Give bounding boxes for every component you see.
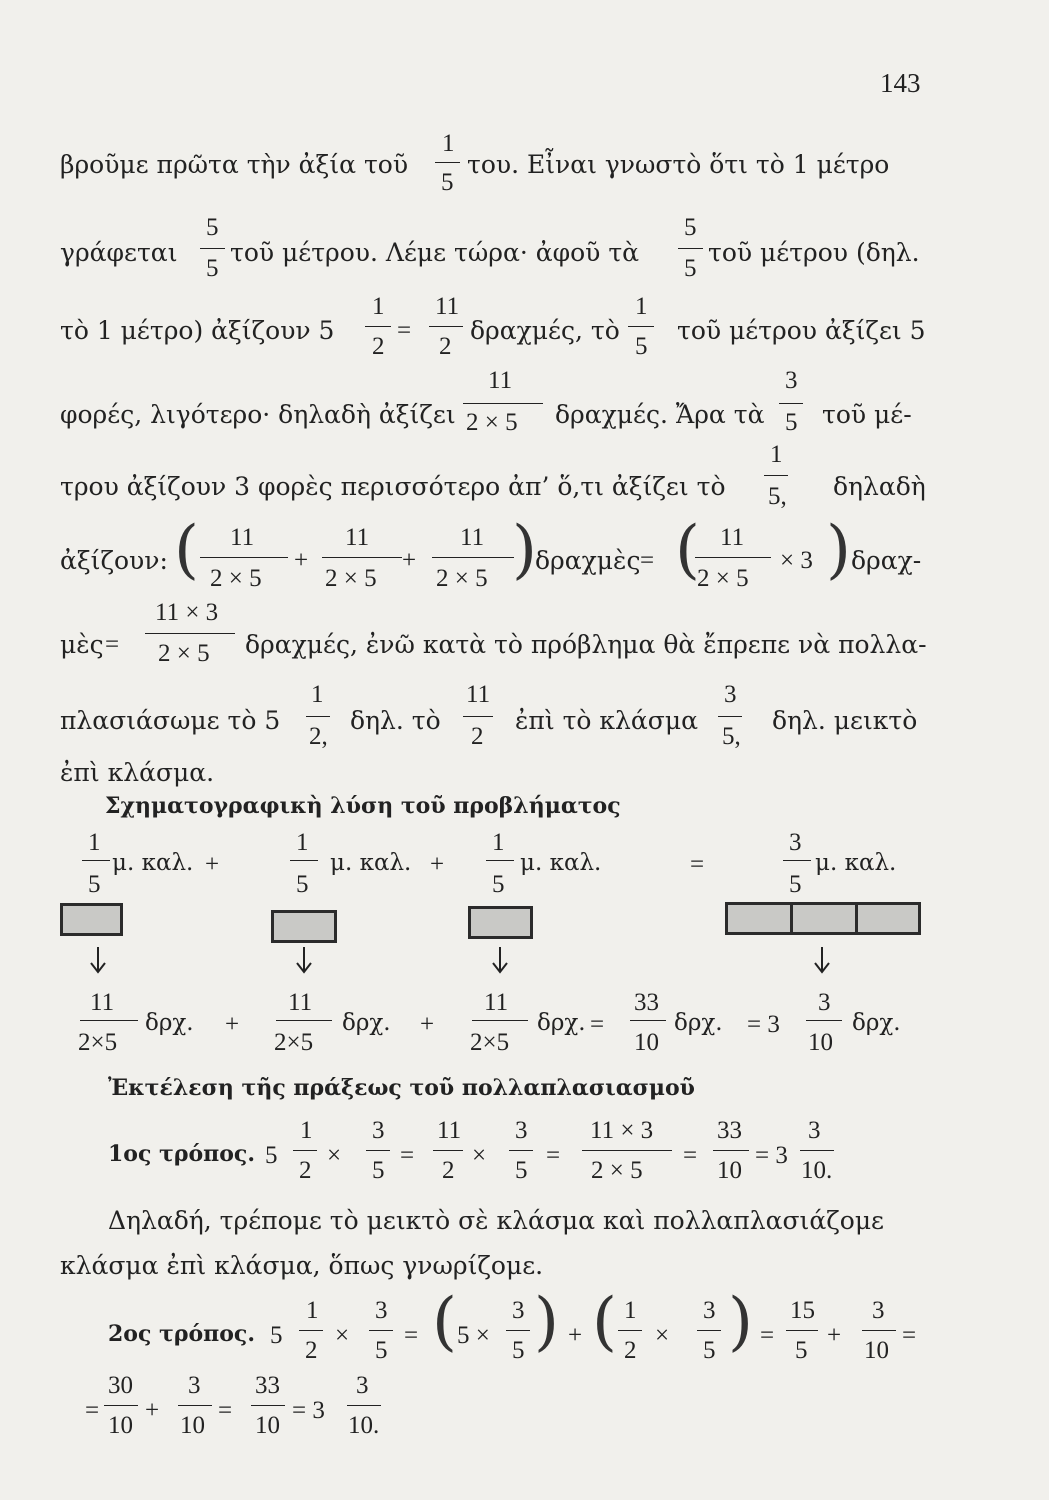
fraction-bar <box>347 1405 381 1406</box>
fraction-bar <box>251 1405 285 1406</box>
text-line: μὲς <box>60 630 104 659</box>
fraction-numerator: 11 <box>460 524 485 551</box>
text-line: δραχ- <box>851 546 922 575</box>
plus-sign: + <box>420 1011 435 1038</box>
math-operator: × <box>472 1142 487 1169</box>
fraction-numerator: 11 <box>230 524 255 551</box>
text-line: τρου ἀξίζουν 3 φορὲς περισσότερο ἀπ’ ὅ,τι ἀξίζει τὸ <box>60 472 726 501</box>
fraction-numerator: 1 <box>635 293 648 320</box>
fraction-numerator: 1 <box>770 441 783 468</box>
fraction-denominator: 10 <box>634 1029 659 1056</box>
plus-sign: + <box>430 851 445 878</box>
fraction-numerator: 3 <box>356 1372 369 1399</box>
fraction-bar <box>463 403 543 404</box>
fraction-numerator: 3 <box>512 1297 525 1324</box>
fraction-numerator: 30 <box>108 1372 133 1399</box>
equals-sign: = <box>760 1322 775 1349</box>
fraction-bar <box>486 860 514 861</box>
fraction-denominator: 2×5 <box>274 1029 314 1056</box>
fraction-denominator: 5, <box>768 483 787 510</box>
fraction-bar <box>713 1150 749 1151</box>
fraction-denominator: 10 <box>180 1412 205 1439</box>
fraction-bar <box>779 403 803 404</box>
fraction-numerator: 33 <box>255 1372 280 1399</box>
fraction-bar <box>104 1405 138 1406</box>
fraction-bar <box>862 1330 896 1331</box>
fraction-denominator: 5 <box>512 1337 525 1364</box>
text-line: τοῦ μέτρου (δηλ. <box>708 238 920 267</box>
fraction-numerator: 1 <box>372 293 385 320</box>
fraction-numerator: 3 <box>515 1117 528 1144</box>
text-line: ἀξίζουν: <box>60 546 168 575</box>
text-line: τὸ 1 μέτρο) ἀξίζουν 5 <box>60 316 335 345</box>
fraction-bar <box>322 557 402 558</box>
section-heading: Σχηματογραφικὴ λύση τοῦ προβλήματος <box>105 793 621 819</box>
fraction-denominator: 10. <box>801 1157 833 1184</box>
unit-label: μ. καλ. <box>330 850 412 876</box>
paren-open: ( <box>432 1285 457 1359</box>
paren-close: ) <box>826 513 851 587</box>
fraction-denominator: 2 <box>471 723 484 750</box>
text-line: πλασιάσωμε τὸ 5 <box>60 706 281 735</box>
paren-open: ( <box>592 1285 617 1359</box>
fraction-bar <box>276 1020 332 1021</box>
fraction-denominator: 5 <box>635 333 648 360</box>
plus-sign: + <box>294 547 309 574</box>
text-line: δηλ. τὸ <box>350 706 441 735</box>
fraction-numerator: 1 <box>306 1297 319 1324</box>
unit-label: μ. καλ. <box>112 850 194 876</box>
fraction-bar <box>697 1330 721 1331</box>
fraction-denominator: 2 × 5 <box>591 1157 643 1184</box>
fraction-denominator: 5 <box>785 409 798 436</box>
fraction-numerator: 33 <box>634 989 659 1016</box>
math-expression: 5 <box>270 1322 283 1349</box>
down-arrow-icon <box>88 945 108 975</box>
unit-label: μ. καλ. <box>815 850 897 876</box>
text-line: δραχμές, ἐνῶ κατὰ τὸ πρόβλημα θὰ ἔπρεπε νὰ πολλα- <box>245 630 927 659</box>
math-operator: × <box>327 1142 342 1169</box>
fraction-denominator: 2 <box>299 1157 312 1184</box>
fraction-bar <box>82 860 110 861</box>
paren-close: ) <box>512 513 537 587</box>
fraction-denominator: 10. <box>348 1412 380 1439</box>
fraction-denominator: 5 <box>296 871 309 898</box>
math-expression: × 3 <box>780 547 813 574</box>
fraction-denominator: 5 <box>703 1337 716 1364</box>
fraction-denominator: 10 <box>255 1412 280 1439</box>
bar-divider <box>790 905 793 932</box>
fraction-numerator: 15 <box>790 1297 815 1324</box>
fraction-denominator: 2 × 5 <box>466 409 518 436</box>
equals-sign: = <box>397 317 412 344</box>
fraction-denominator: 5 <box>375 1337 388 1364</box>
fraction-bar <box>432 557 514 558</box>
fraction-denominator: 5 <box>684 255 697 282</box>
fraction-bar <box>366 1150 390 1151</box>
text-line: τοῦ μέτρου. Λέμε τώρα· ἀφοῦ τὰ <box>230 238 640 267</box>
fraction-numerator: 11 <box>466 681 491 708</box>
fraction-bar <box>429 326 463 327</box>
fraction-denominator: 5, <box>722 723 741 750</box>
fraction-bar <box>200 557 288 558</box>
fraction-bar <box>506 1330 530 1331</box>
fraction-numerator: 1 <box>624 1297 637 1324</box>
equals-sign: = <box>640 547 655 574</box>
down-arrow-icon <box>490 945 510 975</box>
fraction-bar <box>435 162 460 163</box>
fraction-numerator: 11 <box>345 524 370 551</box>
fraction-numerator: 3 <box>872 1297 885 1324</box>
math-operator: × <box>655 1322 670 1349</box>
fraction-bar <box>764 475 788 476</box>
text-line: φορές, λιγότερο· δηλαδὴ ἀξίζει <box>60 400 456 429</box>
fraction-denominator: 5 <box>492 871 505 898</box>
drachma-label: δρχ. <box>537 1010 586 1036</box>
text-line: τοῦ μέτρου ἀξίζει 5 <box>677 316 926 345</box>
fraction-denominator: 10 <box>717 1157 742 1184</box>
text-line: δραχμές. Ἄρα τὰ <box>555 400 765 429</box>
text-line: ἐπὶ κλάσμα. <box>60 758 215 787</box>
equals-sign: = <box>218 1397 233 1424</box>
plus-sign: + <box>225 1011 240 1038</box>
fraction-numerator: 1 <box>442 130 455 157</box>
plus-sign: + <box>568 1322 583 1349</box>
fraction-denominator: 2 × 5 <box>210 565 262 592</box>
method-label: 2ος τρόπος. <box>108 1321 255 1347</box>
fraction-bar <box>695 557 771 558</box>
text-line: τοῦ μέ- <box>822 400 912 429</box>
fraction-bar <box>369 1330 393 1331</box>
fraction-denominator: 2 × 5 <box>325 565 377 592</box>
paren-open: ( <box>675 513 700 587</box>
fraction-bar <box>290 860 318 861</box>
fraction-numerator: 5 <box>684 214 697 241</box>
fraction-numerator: 33 <box>717 1117 742 1144</box>
fraction-denominator: 2×5 <box>78 1029 118 1056</box>
plus-sign: + <box>205 851 220 878</box>
fraction-numerator: 11 <box>720 524 745 551</box>
fraction-numerator: 3 <box>188 1372 201 1399</box>
drachma-label: δρχ. <box>852 1010 901 1036</box>
bar-divider <box>855 905 858 932</box>
fraction-denominator: 2 <box>372 333 385 360</box>
paren-open: ( <box>174 513 199 587</box>
fraction-denominator: 2 × 5 <box>436 565 488 592</box>
down-arrow-icon <box>294 945 314 975</box>
fraction-bar <box>299 1330 323 1331</box>
fraction-bar <box>786 1330 818 1331</box>
fraction-numerator: 3 <box>818 989 831 1016</box>
text-line: κλάσμα ἐπὶ κλάσμα, ὅπως γνωρίζομε. <box>60 1251 544 1280</box>
fraction-denominator: 2 <box>442 1157 455 1184</box>
plus-sign: + <box>402 547 417 574</box>
equals-sign: = <box>85 1397 100 1424</box>
fraction-numerator: 11 <box>488 367 513 394</box>
fraction-bar <box>433 1150 463 1151</box>
equals-sign: = <box>105 631 120 658</box>
drachma-label: δρχ. <box>145 1010 194 1036</box>
fraction-numerator: 1 <box>300 1117 313 1144</box>
fraction-numerator: 1 <box>311 681 324 708</box>
fraction-denominator: 5 <box>515 1157 528 1184</box>
fraction-bar <box>365 326 391 327</box>
text-line: δηλαδὴ <box>833 472 926 501</box>
three-fifths-bar <box>725 902 921 935</box>
fraction-numerator: 11 × 3 <box>590 1117 654 1144</box>
equals-sign: = <box>683 1142 698 1169</box>
fifth-bar <box>60 903 123 936</box>
section-heading: Ἐκτέλεση τῆς πράξεως τοῦ πολλαπλασιασμοῦ <box>108 1075 695 1101</box>
fraction-bar <box>783 860 811 861</box>
fraction-denominator: 2 <box>439 333 452 360</box>
fraction-denominator: 2 × 5 <box>697 565 749 592</box>
fraction-numerator: 11 <box>484 989 509 1016</box>
fraction-numerator: 11 <box>288 989 313 1016</box>
drachma-label: δρχ. <box>674 1010 723 1036</box>
equals-sign: = <box>590 1011 605 1038</box>
text-line: ἐπὶ τὸ κλάσμα <box>515 706 698 735</box>
fraction-bar <box>145 633 235 634</box>
fraction-bar <box>306 716 330 717</box>
fraction-numerator: 5 <box>206 214 219 241</box>
fraction-bar <box>80 1020 138 1021</box>
fraction-denominator: 5 <box>372 1157 385 1184</box>
text-line: Δηλαδή, τρέπομε τὸ μεικτὸ σὲ κλάσμα καὶ πολλαπλασιάζομε <box>108 1206 885 1235</box>
fraction-bar <box>630 1020 666 1021</box>
fraction-bar <box>293 1150 317 1151</box>
fraction-bar <box>509 1150 533 1151</box>
paren-close: ) <box>728 1285 753 1359</box>
method-label: 1ος τρόπος. <box>108 1141 255 1167</box>
equals-sign: = <box>400 1142 415 1169</box>
text-line: δραχμές, τὸ <box>470 316 620 345</box>
drachma-label: δρχ. <box>342 1010 391 1036</box>
text-line: δηλ. μεικτὸ <box>772 706 918 735</box>
fraction-numerator: 11 <box>437 1117 462 1144</box>
fraction-denominator: 5 <box>441 169 454 196</box>
fraction-denominator: 5 <box>789 871 802 898</box>
fraction-denominator: 5 <box>88 871 101 898</box>
text-line: γράφεται <box>60 238 178 267</box>
equals-sign: = <box>902 1322 917 1349</box>
fraction-numerator: 11 <box>90 989 115 1016</box>
fraction-numerator: 3 <box>808 1117 821 1144</box>
math-expression: = 3 <box>755 1142 788 1169</box>
fraction-bar <box>718 716 742 717</box>
fraction-denominator: 10 <box>808 1029 833 1056</box>
fraction-denominator: 2 × 5 <box>158 640 210 667</box>
fraction-denominator: 2×5 <box>470 1029 510 1056</box>
fraction-numerator: 3 <box>724 681 737 708</box>
fraction-numerator: 3 <box>375 1297 388 1324</box>
fraction-bar <box>618 1330 642 1331</box>
unit-label: μ. καλ. <box>520 850 602 876</box>
math-expression: 5 <box>265 1142 278 1169</box>
fraction-denominator: 5 <box>206 255 219 282</box>
plus-sign: + <box>827 1322 842 1349</box>
plus-sign: + <box>145 1397 160 1424</box>
fraction-numerator: 3 <box>703 1297 716 1324</box>
math-expression: = 3 <box>747 1011 780 1038</box>
fraction-numerator: 3 <box>372 1117 385 1144</box>
fifth-bar <box>271 910 337 943</box>
equals-sign: = <box>404 1322 419 1349</box>
fraction-numerator: 1 <box>88 829 101 856</box>
fraction-denominator: 10 <box>864 1337 889 1364</box>
fraction-denominator: 2 <box>624 1337 637 1364</box>
fraction-numerator: 11 <box>435 293 460 320</box>
fifth-bar <box>468 906 533 939</box>
equals-sign: = <box>690 851 705 878</box>
fraction-bar <box>463 716 493 717</box>
fraction-bar <box>472 1020 528 1021</box>
equals-sign: = <box>546 1142 561 1169</box>
fraction-bar <box>806 1020 842 1021</box>
fraction-numerator: 11 × 3 <box>155 599 219 626</box>
math-operator: × <box>335 1322 350 1349</box>
fraction-bar <box>800 1150 834 1151</box>
text-line: του. Εἶναι γνωστὸ ὅτι τὸ 1 μέτρο <box>467 150 890 179</box>
text-line: βροῦμε πρῶτα τὴν ἀξία τοῦ <box>60 150 409 179</box>
paren-close: ) <box>534 1285 559 1359</box>
fraction-bar <box>178 1405 212 1406</box>
fraction-bar <box>582 1150 672 1151</box>
down-arrow-icon <box>812 945 832 975</box>
fraction-bar <box>200 248 225 249</box>
math-expression: 5 × <box>457 1322 490 1349</box>
fraction-denominator: 2, <box>309 723 328 750</box>
text-line: δραχμὲς <box>535 546 641 575</box>
fraction-denominator: 10 <box>108 1412 133 1439</box>
fraction-numerator: 1 <box>492 829 505 856</box>
fraction-bar <box>628 326 654 327</box>
fraction-bar <box>678 248 703 249</box>
page-number: 143 <box>880 68 921 98</box>
fraction-numerator: 3 <box>789 829 802 856</box>
math-expression: = 3 <box>292 1397 325 1424</box>
fraction-numerator: 1 <box>296 829 309 856</box>
fraction-denominator: 2 <box>305 1337 318 1364</box>
fraction-denominator: 5 <box>795 1337 808 1364</box>
fraction-numerator: 3 <box>785 367 798 394</box>
